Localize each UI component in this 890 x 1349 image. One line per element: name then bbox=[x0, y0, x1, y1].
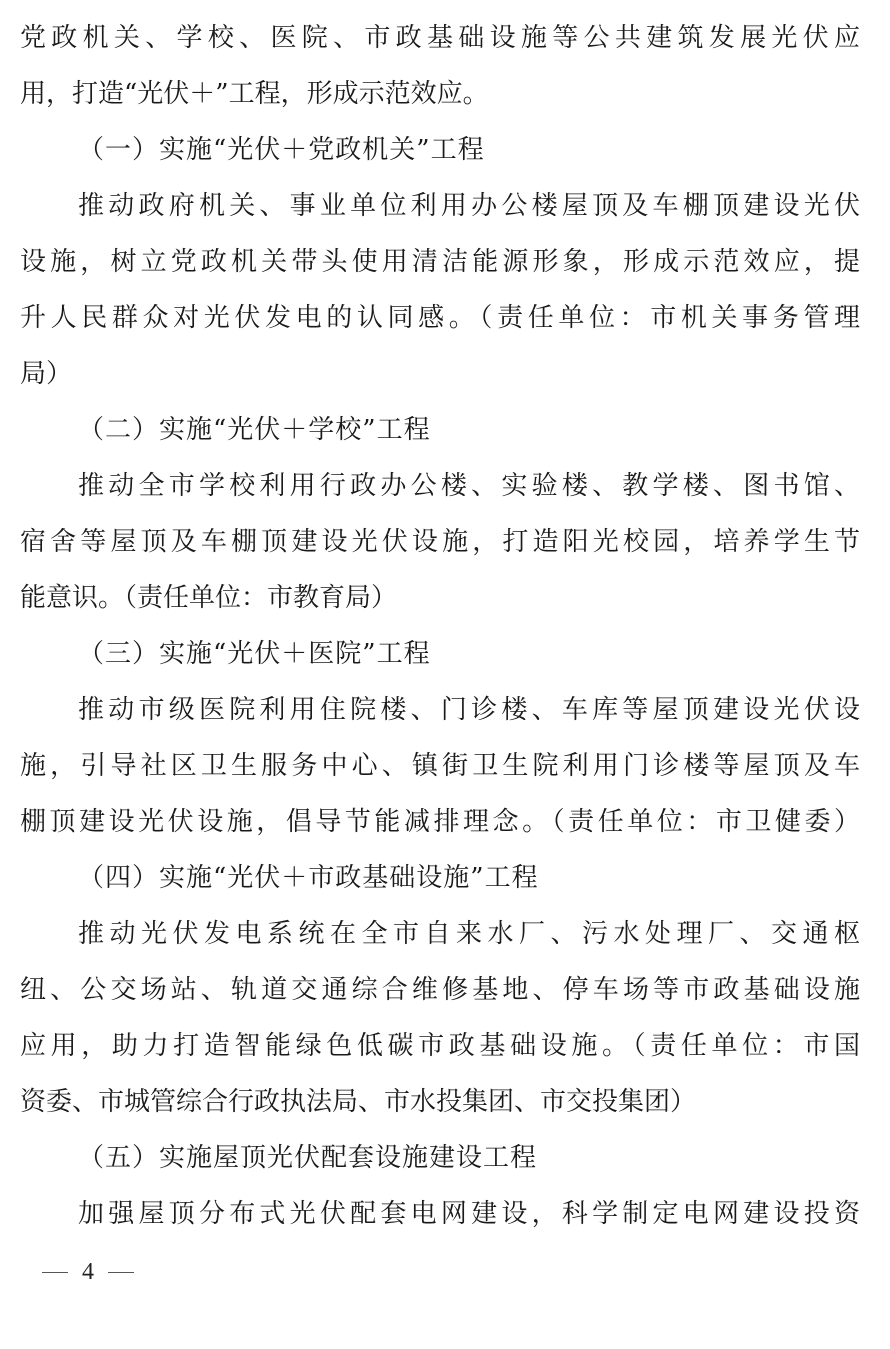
text-line: 纽、公交场站、轨道交通综合维修基地、停车场等市政基础设施 bbox=[20, 975, 860, 1005]
section-heading: （二）实施“光伏＋学校”工程 bbox=[78, 415, 431, 445]
text-line: 推动政府机关、事业单位利用办公楼屋顶及车棚顶建设光伏 bbox=[78, 191, 860, 221]
page-footer bbox=[42, 1256, 134, 1288]
section-heading: （三）实施“光伏＋医院”工程 bbox=[78, 639, 431, 669]
text-line: 党政机关、学校、医院、市政基础设施等公共建筑发展光伏应 bbox=[20, 23, 860, 53]
page-number: 4 bbox=[82, 1258, 94, 1285]
text-line: 资委、市城管综合行政执法局、市水投集团、市交投集团） bbox=[20, 1087, 697, 1117]
text-line: 推动市级医院利用住院楼、门诊楼、车库等屋顶建设光伏设 bbox=[78, 695, 860, 725]
text-line: 施，引导社区卫生服务中心、镇街卫生院利用门诊楼等屋顶及车 bbox=[20, 751, 860, 781]
text-line: 用，打造“光伏＋”工程，形成示范效应。 bbox=[20, 79, 489, 109]
text-line: 推动光伏发电系统在全市自来水厂、污水处理厂、交通枢 bbox=[78, 919, 860, 949]
text-line: 宿舍等屋顶及车棚顶建设光伏设施，打造阳光校园，培养学生节 bbox=[20, 527, 860, 557]
text-line: 推动全市学校利用行政办公楼、实验楼、教学楼、图书馆、 bbox=[78, 471, 860, 501]
document-body bbox=[20, 10, 860, 1242]
footer-dash-left bbox=[42, 1272, 68, 1273]
text-line: 能意识。（责任单位：市教育局） bbox=[20, 583, 398, 613]
section-heading: （四）实施“光伏＋市政基础设施”工程 bbox=[78, 863, 539, 893]
footer-dash-right bbox=[108, 1272, 134, 1273]
text-line: 局） bbox=[20, 359, 73, 389]
text-line: 设施，树立党政机关带头使用清洁能源形象，形成示范效应，提 bbox=[20, 247, 860, 277]
text-line: 加强屋顶分布式光伏配套电网建设，科学制定电网建设投资 bbox=[78, 1199, 860, 1229]
text-line: 升人民群众对光伏发电的认同感。（责任单位：市机关事务管理 bbox=[20, 303, 860, 333]
section-heading: （五）实施屋顶光伏配套设施建设工程 bbox=[78, 1143, 538, 1173]
text-line: 棚顶建设光伏设施，倡导节能减排理念。（责任单位：市卫健委） bbox=[20, 807, 860, 837]
section-heading: （一）实施“光伏＋党政机关”工程 bbox=[78, 135, 485, 165]
text-line: 应用，助力打造智能绿色低碳市政基础设施。（责任单位：市国 bbox=[20, 1031, 860, 1061]
